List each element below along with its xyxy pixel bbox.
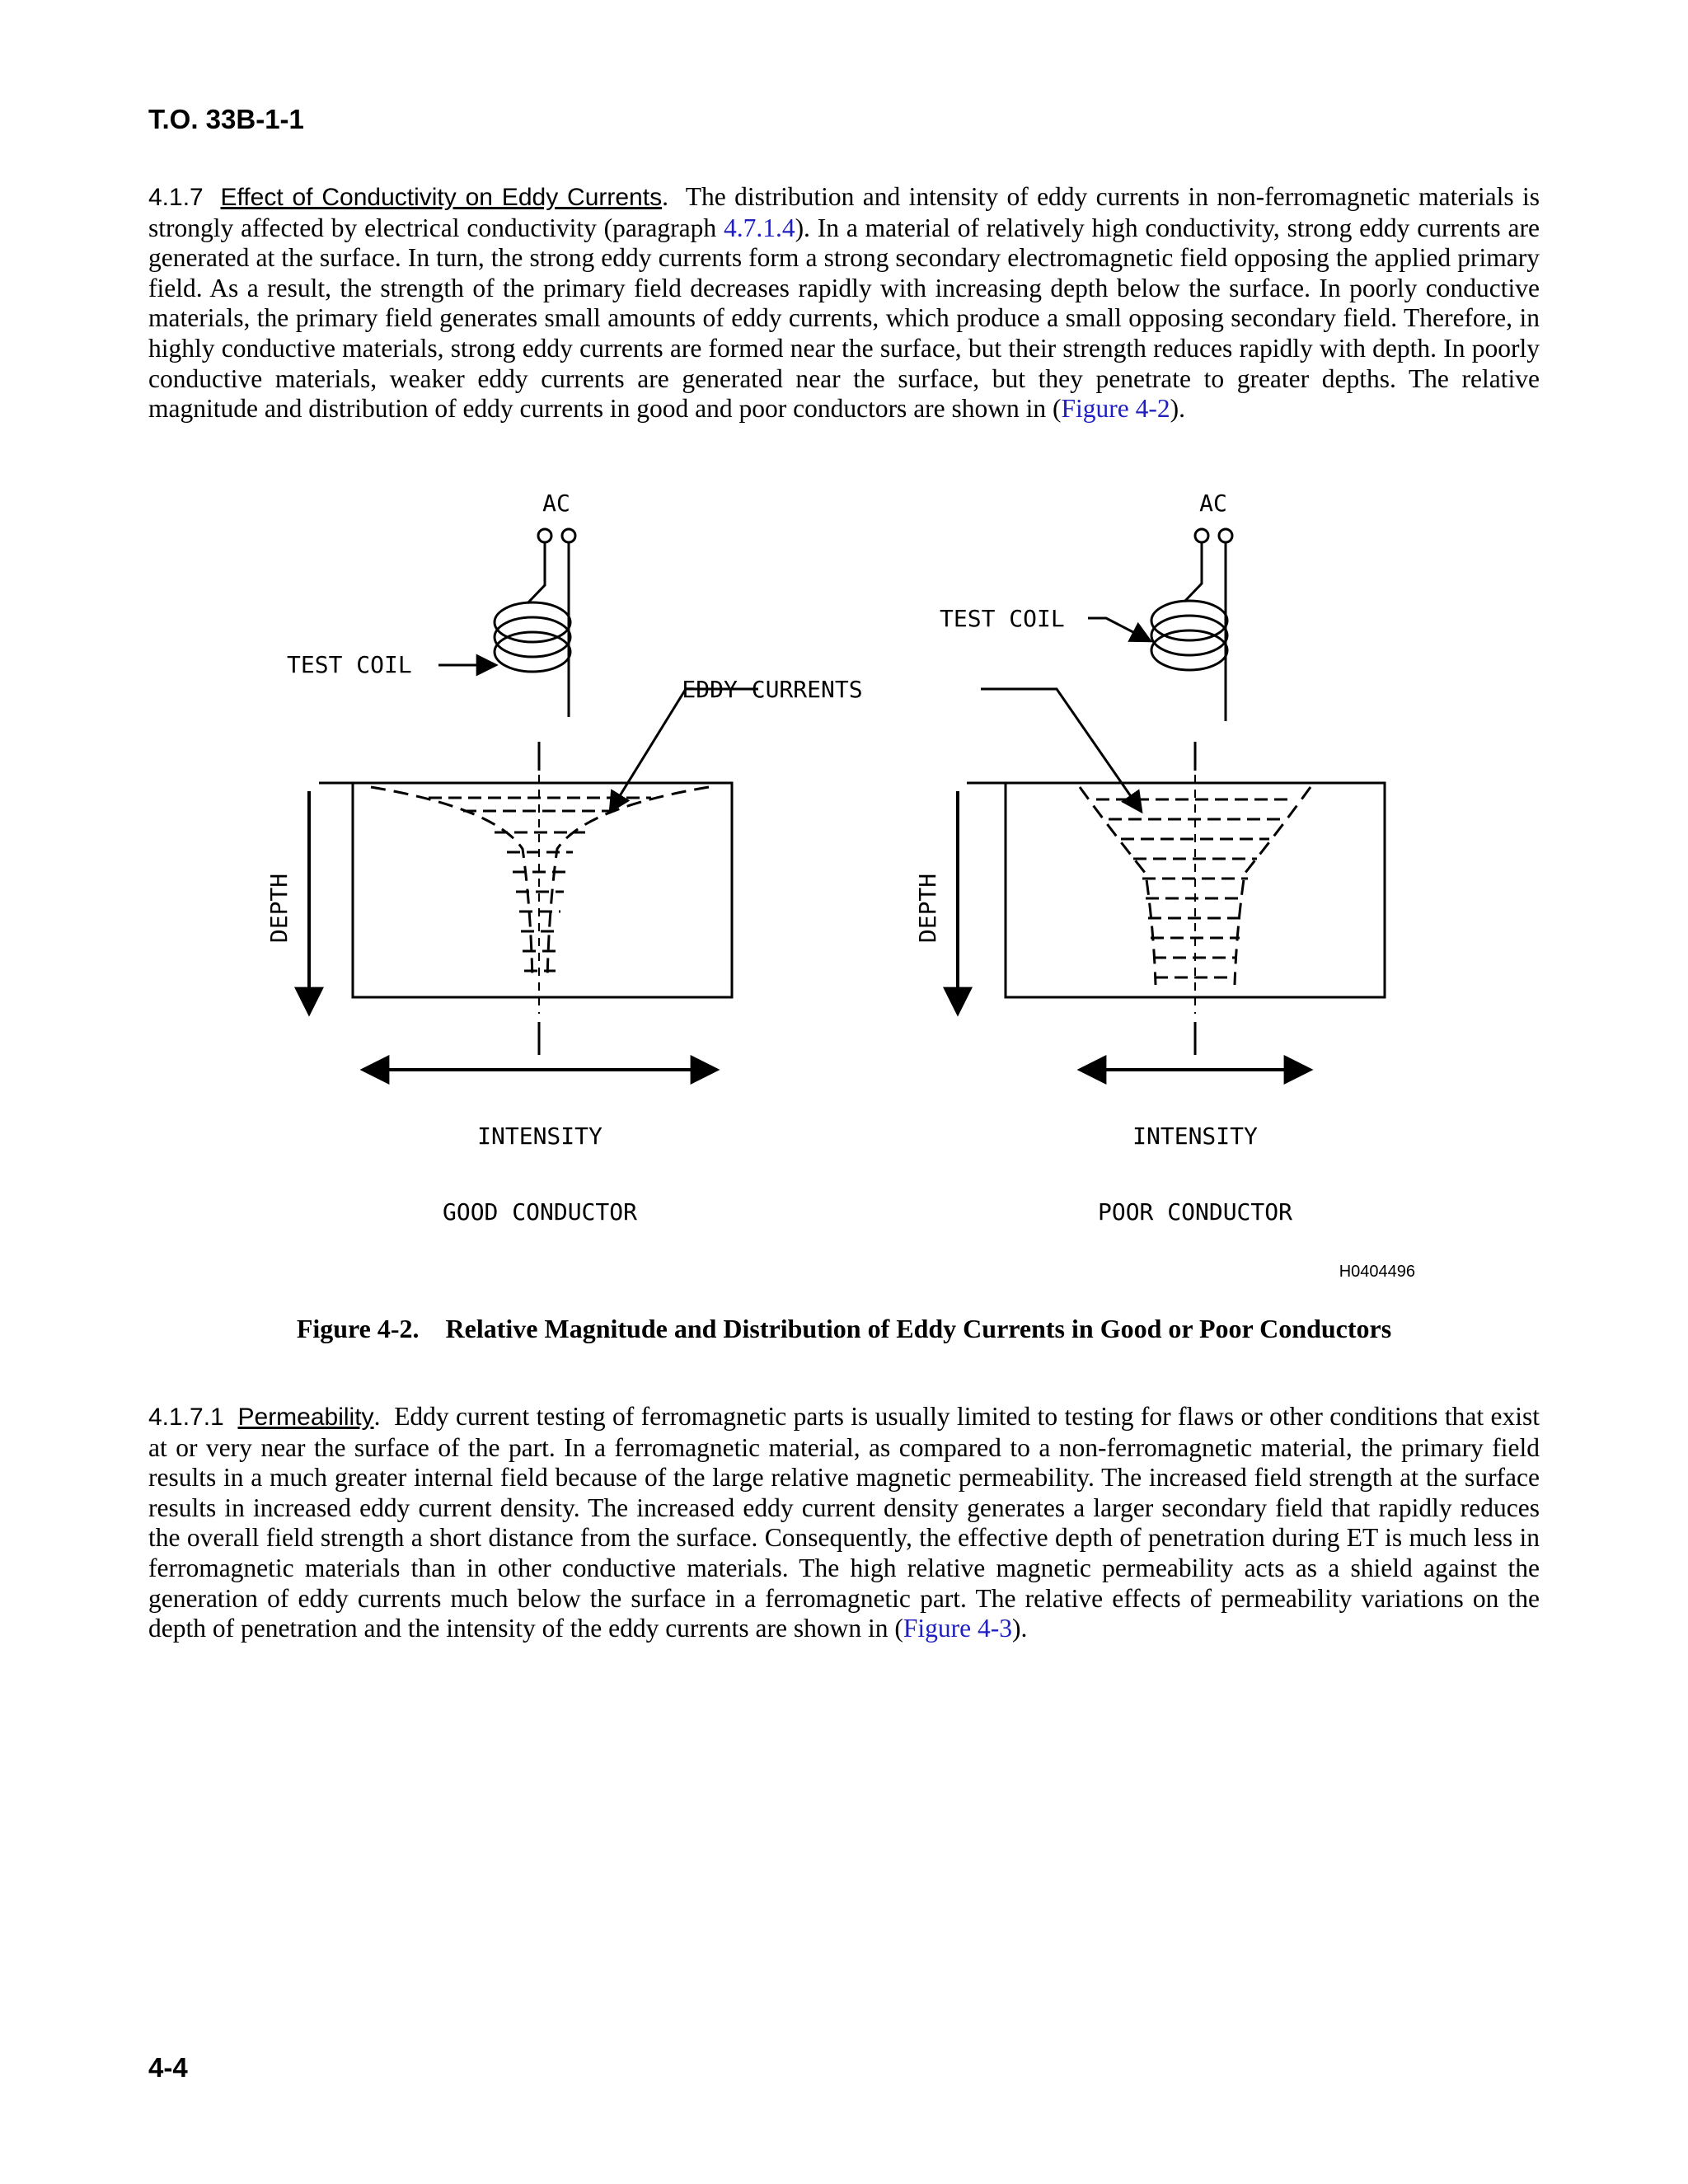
coil-lead-left-1 xyxy=(528,542,545,603)
poor-conductor-label: POOR CONDUCTOR xyxy=(1097,1198,1293,1226)
paragraph-text: The distribution and intensity of eddy currents in non-ferromagnetic materials is strongly affected by electrical conductivity (paragraph xyxy=(148,182,1540,242)
paragraph-text: ). xyxy=(1170,394,1185,424)
figure-link-4-3[interactable]: Figure 4-3 xyxy=(903,1614,1012,1643)
depth-label-left: DEPTH xyxy=(265,873,293,944)
paragraph-text: ). In a material of relatively high conductivity, strong eddy currents are generated at the surface. In turn, the strong eddy currents form a strong secondary electromagnetic field opposing the applied primary field. As a result, the strength of the primary field decreases rapidly with increasing depth below the surface. In poorly conductive materials, the primary field generates small amounts of eddy currents, which produce a small opposing secondary field. Therefore, in highly conductive materials, strong eddy currents are formed near the surface, but their strength reduces rapidly with depth. In poorly conductive materials, weaker eddy currents are generated near the surface, but they penetrate to greater depths. The relative magnitude and distribution of eddy currents in good and poor conductors are shown in ( xyxy=(148,213,1540,424)
figure-caption-title: Relative Magnitude and Distribution of Eddy Currents in Good or Poor Conductors xyxy=(445,1314,1392,1343)
coil-lead-right-1 xyxy=(1184,542,1202,602)
eddy-boundary-left-b xyxy=(547,787,709,981)
section-number: 4.1.7 xyxy=(148,184,204,211)
eddy-boundary-right-a xyxy=(1080,787,1156,985)
ac-terminal-right-1 xyxy=(1195,529,1208,542)
figure-caption xyxy=(148,1314,1540,1344)
figure-4-2 xyxy=(247,486,1451,1294)
document-id: T.O. 33B-1-1 xyxy=(148,104,304,134)
test-coil-arrow-right xyxy=(1088,618,1151,641)
section-number: 4.1.7.1 xyxy=(148,1404,224,1431)
test-block-left xyxy=(353,783,732,997)
depth-label-right: DEPTH xyxy=(914,873,941,944)
ac-terminal-left-2 xyxy=(562,529,575,542)
eddy-boundary-left-a xyxy=(371,787,532,981)
paragraph-4-1-7-1: 4.1.7.1 Permeability. Eddy current testing of ferromagnetic parts is usually limited to testing for flaws or other conditions that exist at or very near the surface of the part. In a ferromagnetic material, as compared to a non-ferromagnetic material, the primary field results in a much greater internal field because of the large relative magnetic permeability. The increased field strength at the surface results in increased eddy current density. The increased eddy current density generates a larger secondary field that rapidly reduces the overall field strength a short distance from the surface. Consequently, the effective depth of penetration during ET is much less in ferromagnetic materials than in other conductive materials. The high relative magnetic permeability acts as a shield against the generation of eddy currents much below the surface in a ferromagnetic part. The relative effects of permeability variations on the depth of penetration and the intensity of the eddy currents are shown in (Figure 4-3). xyxy=(148,1402,1540,1643)
figure-caption-number: Figure 4-2. xyxy=(296,1314,420,1343)
intensity-label-left: INTENSITY xyxy=(477,1122,603,1150)
section-heading: Effect of Conductivity on Eddy Currents xyxy=(220,184,663,211)
ac-label-left: AC xyxy=(542,490,570,517)
paragraph-text: ). xyxy=(1011,1614,1028,1643)
ac-label-right: AC xyxy=(1199,490,1227,517)
test-coil-label-left: TEST COIL xyxy=(287,651,412,678)
eddy-pointer-left xyxy=(610,689,758,812)
ac-terminal-right-2 xyxy=(1219,529,1232,542)
test-coil-left xyxy=(495,602,570,672)
eddy-currents-label: EDDY CURRENTS xyxy=(682,676,863,703)
paragraph-link-4-7-1-4[interactable]: 4.7.1.4 xyxy=(723,213,795,242)
test-coil-label-right: TEST COIL xyxy=(940,605,1065,632)
eddy-boundary-right-b xyxy=(1235,787,1311,985)
ac-terminal-left-1 xyxy=(538,529,551,542)
figure-link-4-2[interactable]: Figure 4-2 xyxy=(1061,394,1170,424)
paragraph-text: Eddy current testing of ferromagnetic parts is usually limited to testing for flaws or other conditions that exist at or very near the surface of the part. In a ferromagnetic material, as compared to a non-ferromagnetic material, the primary field results in a much greater internal field because of the large relative magnetic permeability. The increased field strength at the surface results in increased eddy current density. The increased eddy current density generates a larger secondary field that rapidly reduces the overall field strength a short distance from the surface. Consequently, the effective depth of penetration during ET is much less in ferromagnetic materials than in other conductive materials. The high relative magnetic permeability acts as a shield against the generation of eddy currents much below the surface in a ferromagnetic part. The relative effects of permeability variations on the depth of penetration and the intensity of the eddy currents are shown in ( xyxy=(148,1402,1540,1643)
test-block-right xyxy=(1006,783,1385,997)
page-number: 4-4 xyxy=(148,2052,188,2083)
paragraph-4-1-7: 4.1.7 Effect of Conductivity on Eddy Currents. The distribution and intensity of eddy currents in non-ferromagnetic materials is strongly affected by electrical conductivity (paragraph 4.7.1.4). In a material of relatively high conductivity, strong eddy currents are generated at the surface. In turn, the strong eddy currents form a strong secondary electromagnetic field opposing the applied primary field. As a result, the strength of the primary field decreases rapidly with increasing depth below the surface. In poorly conductive materials, the primary field generates small amounts of eddy currents, which produce a small opposing secondary field. Therefore, in highly conductive materials, strong eddy currents are formed near the surface, but their strength reduces rapidly with depth. In poorly conductive materials, weaker eddy currents are generated near the surface, but they penetrate to greater depths. The relative magnitude and distribution of eddy currents in good and poor conductors are shown in (Figure 4-2). xyxy=(148,182,1540,424)
test-coil-right xyxy=(1151,601,1227,670)
good-conductor-label: GOOD CONDUCTOR xyxy=(442,1198,638,1226)
section-heading: Permeability xyxy=(237,1404,374,1431)
eddy-current-diagram xyxy=(247,486,1451,1294)
figure-id: H0404496 xyxy=(1339,1263,1415,1281)
intensity-label-right: INTENSITY xyxy=(1132,1122,1258,1150)
